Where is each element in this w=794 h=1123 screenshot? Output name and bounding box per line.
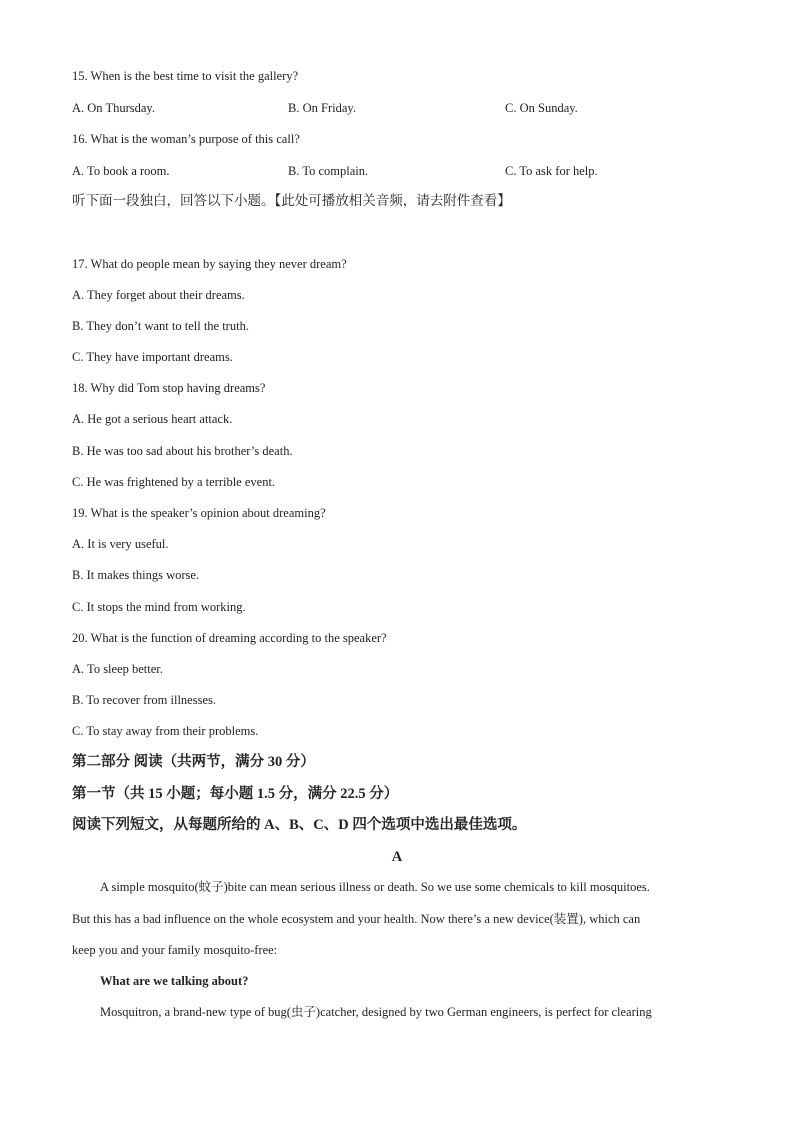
q18-option-a: A. He got a serious heart attack. bbox=[72, 412, 233, 426]
passage-paragraph-1-line-2: But this has a bad influence on the whole ecosystem and your health. Now there’s a new device(装置), which can bbox=[72, 912, 641, 926]
q18-option-c: C. He was frightened by a terrible event. bbox=[72, 475, 276, 489]
q19-option-a: A. It is very useful. bbox=[72, 537, 169, 551]
monologue-intro: 听下面一段独白，回答以下小题。【此处可播放相关音频，请去附件查看】 bbox=[72, 193, 511, 208]
q19-option-c: C. It stops the mind from working. bbox=[72, 600, 246, 614]
q19-option-b: B. It makes things worse. bbox=[72, 568, 200, 582]
q18-option-b: B. He was too sad about his brother’s death. bbox=[72, 444, 293, 458]
passage-paragraph-2-line-1: Mosquitron, a brand-new type of bug(虫子)catcher, designed by two German engineers, is perfect for clearing bbox=[100, 1005, 652, 1019]
q16-option-c: C. To ask for help. bbox=[505, 164, 598, 178]
q15-option-c: C. On Sunday. bbox=[505, 101, 578, 115]
q19-question: 19. What is the speaker’s opinion about dreaming? bbox=[72, 506, 326, 520]
passage-subheading: What are we talking about? bbox=[100, 974, 249, 988]
reading-instruction: 阅读下列短文，从每题所给的 A、B、C、D 四个选项中选出最佳选项。 bbox=[72, 817, 527, 833]
q18-question: 18. Why did Tom stop having dreams? bbox=[72, 381, 266, 395]
q17-question: 17. What do people mean by saying they never dream? bbox=[72, 257, 347, 271]
q17-option-b: B. They don’t want to tell the truth. bbox=[72, 319, 249, 333]
section1-heading: 第一节（共 15 小题；每小题 1.5 分，满分 22.5 分） bbox=[72, 786, 399, 802]
q17-option-a: A. They forget about their dreams. bbox=[72, 288, 245, 302]
q16-option-a: A. To book a room. bbox=[72, 164, 170, 178]
q15-option-a: A. On Thursday. bbox=[72, 101, 155, 115]
passage-paragraph-1-line-3: keep you and your family mosquito-free: bbox=[72, 943, 278, 957]
part2-heading: 第二部分 阅读（共两节，满分 30 分） bbox=[72, 754, 315, 770]
q17-option-c: C. They have important dreams. bbox=[72, 350, 233, 364]
q15-option-b: B. On Friday. bbox=[288, 101, 356, 115]
q16-option-b: B. To complain. bbox=[288, 164, 369, 178]
q16-question: 16. What is the woman’s purpose of this call? bbox=[72, 132, 300, 146]
q20-option-b: B. To recover from illnesses. bbox=[72, 693, 217, 707]
q20-option-a: A. To sleep better. bbox=[72, 662, 163, 676]
passage-label: A bbox=[391, 849, 403, 865]
passage-paragraph-1-line-1: A simple mosquito(蚊子)bite can mean serious illness or death. So we use some chemicals to kill mosquitoes. bbox=[100, 880, 650, 894]
q20-option-c: C. To stay away from their problems. bbox=[72, 724, 259, 738]
q15-question: 15. When is the best time to visit the gallery? bbox=[72, 69, 299, 83]
q20-question: 20. What is the function of dreaming according to the speaker? bbox=[72, 631, 387, 645]
